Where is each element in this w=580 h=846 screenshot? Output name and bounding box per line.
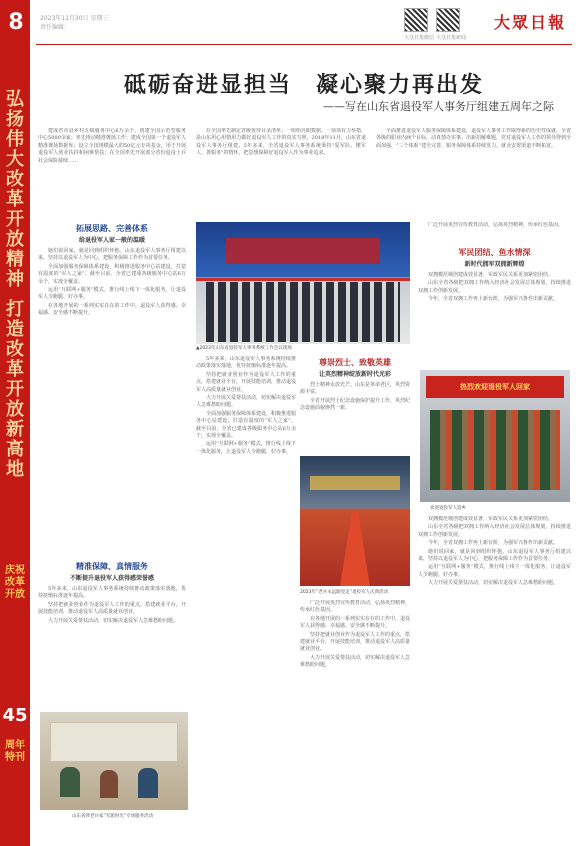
side-anniversary-number: 45 bbox=[2, 705, 28, 726]
paragraph: 双拥模范城创建成效显著，军政军民关系更加紧密团结。 bbox=[428, 516, 554, 522]
section-4 bbox=[418, 246, 571, 368]
paragraph: 大力开展关爱帮扶活动，切实解决退役军人急难愁盼问题。 bbox=[300, 654, 410, 669]
paragraph: 全面加强服务保障体系建设，积极推进服务中心站建设，打造有温度的“军人之家”。截至目前，全省已建成各级服务中心站6万余个，实现全覆盖。 bbox=[196, 410, 296, 440]
article-title: 砥砺奋进显担当 凝心聚力再出发 bbox=[123, 72, 484, 98]
section-2-title: 精准保障、真情服务 bbox=[76, 562, 148, 571]
paragraph: 坚持把就业创业作为退役军人工作的重点，搭建就业平台，开展技能培训，推动退役军人高质量就业创业。 bbox=[38, 601, 186, 616]
qr-label-1: 大众日报微信 bbox=[404, 35, 435, 41]
photo-parade bbox=[300, 456, 410, 586]
paragraph: 5年多来，山东退役军人事务系统持续推动政策落实落地，优待抚恤标准逐年提高。 bbox=[38, 586, 186, 600]
paragraph: 全省开展烈士纪念设施保护提升工作，英烈纪念设施面貌焕然一新。 bbox=[300, 397, 410, 412]
paragraph: 山东全省各级把双拥工作纳入经济社会发展总体规划，持续推进双拥工作创新发展。 bbox=[418, 524, 571, 538]
paragraph: 她们说回家，就是回到组织怀抱。山东退役军人事务厅组建以来，坚持以退役军人为中心，把服务保障工作作为首要任务。 bbox=[418, 548, 571, 563]
paragraph: 广泛开展英烈宣传教育活动，弘扬英烈精神，传承红色基因。 bbox=[300, 600, 410, 614]
welcome-banner: 热烈欢迎退役军人回家 bbox=[426, 376, 564, 398]
paragraph: 大力开展关爱帮扶活动，切实解决退役军人急难愁盼问题。 bbox=[428, 580, 559, 587]
section-3 bbox=[300, 356, 410, 448]
lead-col-right: 全面推进退役军人服务保障体系建设，退役军人事务工作取得新的历史性成就。全省各级的职业内涵个目标，动真情办实事、出新招解难题，党对退役军人工作的领导得到全面加强，“三个体系”建全完善，服务保障体系持续发力，就业安置渠道不断拓宽。 bbox=[376, 128, 571, 149]
section-3-title: 尊崇烈士、致敬英雄 bbox=[319, 358, 391, 367]
side-slogan-top: 弘扬伟大改革开放精神 bbox=[6, 89, 24, 290]
paragraph: 在各地开展的一系列实实在在的工作中，退役军人获得感、幸福感、安全感不断提升。 bbox=[38, 302, 186, 317]
mid-column-left bbox=[196, 356, 296, 716]
paragraph: 她们说回家，就是回到组织怀抱。山东退役军人事务厅组建以来，坚持以退役军人为中心，把服务保障工作作为首要任务。 bbox=[38, 248, 186, 262]
paragraph: 全面加强服务保障体系建设，积极推进服务中心站建设，打造有温度的“军人之家”。截至目前，全省已建成各级服务中心站6万余个，实现全覆盖。 bbox=[38, 263, 186, 285]
newspaper-logo: 大眾日報 bbox=[493, 13, 566, 32]
paragraph: 大力开展关爱帮扶活动，切实解决退役军人急难愁盼问题。 bbox=[196, 395, 296, 409]
section-1-title: 拓展思路、完善体系 bbox=[76, 224, 148, 233]
paragraph: 运用“互联网+服务”模式，推行线上线下一体化服务，让退役军人少跑腿、好办事。 bbox=[418, 564, 571, 578]
photo-welcome bbox=[420, 370, 570, 502]
date-info bbox=[40, 14, 108, 32]
edition-line: 责任编辑： bbox=[40, 24, 71, 31]
section-2-subtitle: 不断提升退役军人获得感荣誉感 bbox=[69, 575, 154, 582]
side-anniversary-label: 庆祝改革开放 bbox=[5, 565, 25, 600]
lead-col-left: 建成省市县乡村五级服务中心6万余个、创建全国示范型服务中心5000余家；率先推动精准褒扬工作；建成全国第一个退役军人精准褒扬数据库；设立全国规模最大的50亿元专项基金，用于开展退役军人创业扶持和困难帮扶；在全国率先开展部分省份退役士兵社会保险接续…… bbox=[38, 128, 186, 164]
photo-conference bbox=[196, 222, 410, 344]
paragraph: 今年，全省双拥工作再上新台阶，为强军兴鲁作出新贡献。 bbox=[428, 540, 559, 547]
qr-label-2: 大众日报新闻 bbox=[436, 35, 467, 41]
section-4-title: 军民团结、鱼水情深 bbox=[458, 248, 531, 257]
article-subtitle: ——写在山东省退役军人事务厅组建五周年之际 bbox=[323, 100, 554, 113]
paragraph: 山东全省各级把双拥工作纳入经济社会发展总体规划，持续推进双拥工作创新发展。 bbox=[418, 280, 571, 294]
paragraph: 双拥模范城创建成效显著，军政军民关系更加紧密团结。 bbox=[428, 272, 554, 278]
paragraph: 运用“互联网+服务”模式，推行线上线下一体化服务，让退役军人少跑腿、好办事。 bbox=[38, 287, 186, 301]
side-slogan-mid: 打造改革开放新高地 bbox=[6, 299, 24, 480]
right-column-top bbox=[418, 222, 571, 244]
paragraph: 在各地开展的一系列实实在在的工作中，退役军人获得感、幸福感、安全感不断提升。 bbox=[300, 615, 410, 630]
paragraph: 5年多来，山东退役军人事务系统持续推动政策落实落地，优待抚恤标准逐年提高。 bbox=[196, 356, 296, 370]
side-special-issue: 周年特刊 bbox=[5, 740, 25, 763]
paragraph: 今年，全省双拥工作再上新台阶，为强军兴鲁作出新贡献。 bbox=[428, 296, 559, 303]
paragraph: 坚持把就业创业作为退役军人工作的重点，搭建就业平台，开展技能培训，推动退役军人高质量就业创业。 bbox=[196, 371, 296, 393]
lead-col-mid: 在全国率先制定省级优待目录清单；一组组亮眼数据、一项项有力举措，是山东用心用情用力做好退役军人工作的真实写照。2018年11月，山东省退役军人事务厅组建。5年多来，全省退役军人事务系统秉持“爱军队、懂军人、善服务”的情怀，把思想保障好退役军人作为事业追求。 bbox=[196, 128, 366, 157]
section-1-subtitle: 给退役军人家一般的温暖 bbox=[78, 237, 145, 244]
section-1 bbox=[38, 222, 186, 552]
photo-veteran-home bbox=[40, 712, 188, 810]
qr-codes bbox=[404, 8, 467, 41]
paragraph: 烈士精神永放光芒。山东是革命老区，英烈资源丰富。 bbox=[300, 382, 410, 396]
section-2 bbox=[38, 560, 186, 710]
section-3-subtitle: 让英烈精神绽放新时代光彩 bbox=[318, 371, 391, 378]
date-line: 2023年11月30日 星期三 bbox=[40, 15, 109, 22]
paragraph: 坚持把就业创业作为退役军人工作的重点，搭建就业平台，开展技能培训，推动退役军人高质量就业创业。 bbox=[300, 631, 410, 653]
right-column-bottom bbox=[418, 516, 571, 836]
paragraph: 广泛开展英烈宣传教育活动，弘扬英烈精神，传承红色基因。 bbox=[428, 222, 564, 228]
qr-code-2[interactable] bbox=[436, 8, 460, 32]
qr-code-1[interactable] bbox=[404, 8, 428, 32]
caption-welcome: 欢迎退役军人返乡 bbox=[430, 506, 466, 511]
section-4-subtitle: 新时代拥军双拥新辉煌 bbox=[464, 261, 525, 268]
caption-parade: 2023年“老兵永远跟党走”退役军人庆典活动 bbox=[300, 590, 389, 595]
paragraph: 运用“互联网+服务”模式，推行线上线下一体化服务，让退役军人少跑腿、好办事。 bbox=[196, 441, 296, 455]
caption-veteran-home: 山东省涉老兵家“军旅时光”专场服务活动 bbox=[72, 814, 154, 819]
caption-conference: ▲2023年山东省退役军人事务系统工作会议现场 bbox=[196, 346, 292, 351]
header-rule bbox=[36, 44, 572, 45]
section-3-cont bbox=[300, 600, 410, 836]
page-number: 8 bbox=[8, 10, 24, 35]
paragraph: 大力开展关爱帮扶活动，切实解决退役军人急难愁盼问题。 bbox=[48, 617, 179, 624]
